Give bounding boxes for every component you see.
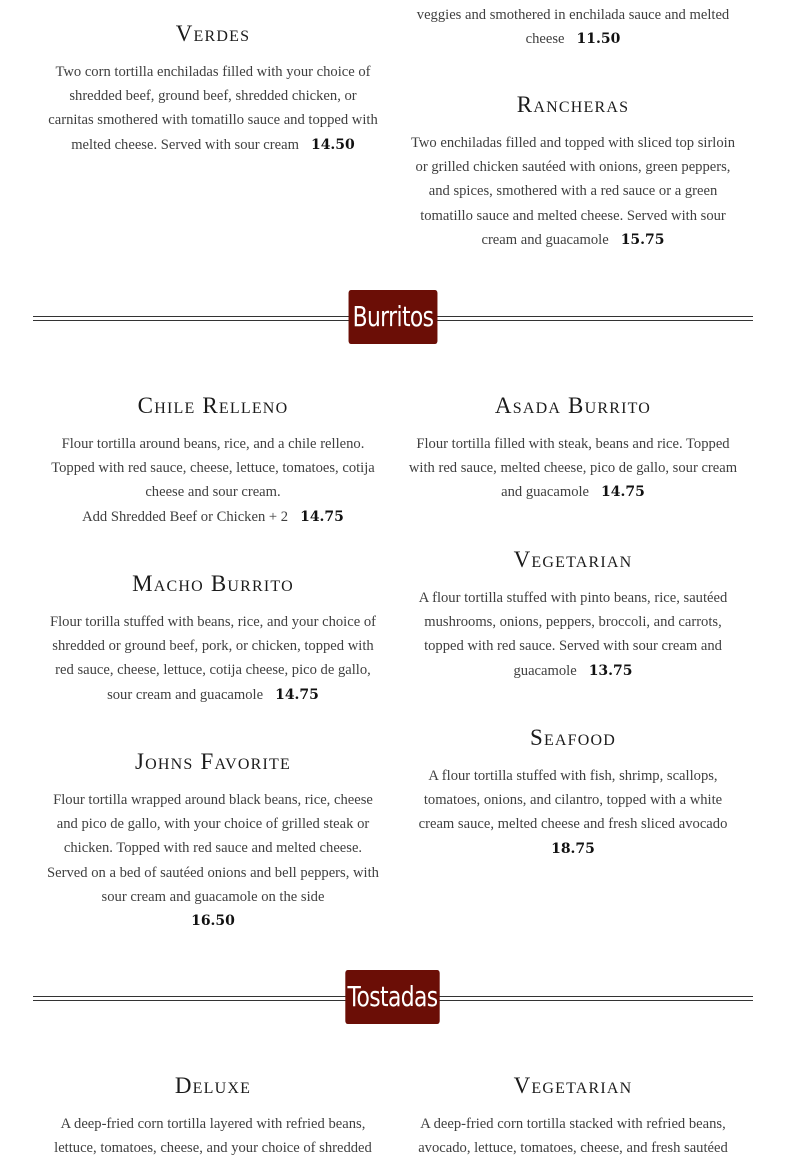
item-price: 14.75 xyxy=(300,508,344,525)
item-name: Deluxe xyxy=(174,1073,252,1098)
item-name: Asada Burrito xyxy=(494,393,652,418)
item-name: Verdes xyxy=(175,21,251,46)
item-description: A deep-fried corn tortilla layered with refried beans, lettuce, tomatoes, cheese, and your choice of shredded xyxy=(54,1116,372,1157)
item-description: veggies and smothered in enchilada sauce and melted cheese 11.50 xyxy=(416,7,730,48)
item-price: 18.75 xyxy=(551,840,595,857)
menu-item-verdes xyxy=(45,22,381,157)
item-description: Two corn tortilla enchiladas filled with your choice of shredded beef, ground beef, shredded chicken, or carnitas smothered with tomatillo sauce and topped with melted cheese. Served with sour cream 14.50 xyxy=(48,64,378,153)
item-description: Two enchiladas filled and topped with sliced top sirloin or grilled chicken sautéed with onions, green peppers, and spices, smothered with a red sauce or a green tomatillo sauce and melted cheese. Served with sour cream and guacamole 15.75 xyxy=(410,135,736,248)
item-description: Flour tortilla around beans, rice, and a chile relleno. Topped with red sauce, cheese, lettuce, tomatoes, cotija cheese and sour cream. Add Shredded Beef or Chicken + 2 14.75 xyxy=(51,436,375,525)
item-name: Macho Burrito xyxy=(132,571,294,596)
menu-item-seafood-burrito xyxy=(405,726,741,861)
item-name: Johns Favorite xyxy=(134,749,291,774)
item-price: 14.75 xyxy=(275,686,319,703)
item-price: 11.50 xyxy=(576,31,621,48)
menu-item-deluxe-tostada xyxy=(45,1074,381,1160)
section-divider-tostadas xyxy=(33,970,753,1024)
item-name: Vegetarian xyxy=(513,547,633,572)
item-name: Vegetarian xyxy=(513,1073,633,1098)
menu-item-vegetarian-burrito xyxy=(405,548,741,683)
item-name: Rancheras xyxy=(516,92,630,117)
menu-item-asada-burrito xyxy=(405,394,741,505)
item-description: A deep-fried corn tortilla stacked with refried beans, avocado, lettuce, tomatoes, cheese, and fresh sautéed xyxy=(418,1116,728,1157)
item-description: Flour tortilla wrapped around black beans, rice, cheese and pico de gallo, with your choice of grilled steak or chicken. Topped with red sauce and melted cheese. Served on a bed of sautéed onions and bell peppers, with sour cream and guacamole on the side 16.50 xyxy=(45,788,381,933)
item-description: A flour tortilla stuffed with pinto beans, rice, sautéed mushrooms, onions, peppers, broccoli, and carrots, topped with red sauce. Served with sour cream and guacamole 13.75 xyxy=(418,590,728,679)
menu-item-chile-relleno xyxy=(45,394,381,529)
item-description: Flour torilla stuffed with beans, rice, and your choice of shredded or ground beef, pork, or chicken, topped with red sauce, cheese, lettuce, cotija cheese, pico de gallo, sour cream and guacamole 14.75 xyxy=(50,614,376,703)
item-name: Seafood xyxy=(529,725,617,750)
menu-item-macho-burrito xyxy=(45,572,381,707)
item-price: 14.50 xyxy=(310,136,355,153)
item-price: 15.75 xyxy=(620,231,665,248)
section-divider-burritos xyxy=(33,290,753,344)
item-price: 13.75 xyxy=(588,662,633,679)
item-description: A flour tortilla stuffed with fish, shrimp, scallops, tomatoes, onions, and cilantro, topped with a white cream sauce, melted cheese and fresh sliced avocado 18.75 xyxy=(405,764,741,861)
item-price: 14.75 xyxy=(601,484,645,501)
item-name: Chile Relleno xyxy=(137,393,289,418)
item-price: 16.50 xyxy=(191,913,235,930)
menu-item-johns-favorite xyxy=(45,750,381,933)
menu-item-vegetarian-tostada xyxy=(405,1074,741,1160)
menu-item-enchilada-continued xyxy=(405,3,741,51)
menu-item-rancheras xyxy=(405,93,741,252)
item-description: Flour tortilla filled with steak, beans and rice. Topped with red sauce, melted cheese, pico de gallo, sour cream and guacamole 14.75 xyxy=(408,436,738,501)
section-title: Burritos xyxy=(349,290,438,344)
section-title: Tostadas xyxy=(345,970,439,1024)
item-addon: Add Shredded Beef or Chicken + 2 xyxy=(82,508,289,525)
